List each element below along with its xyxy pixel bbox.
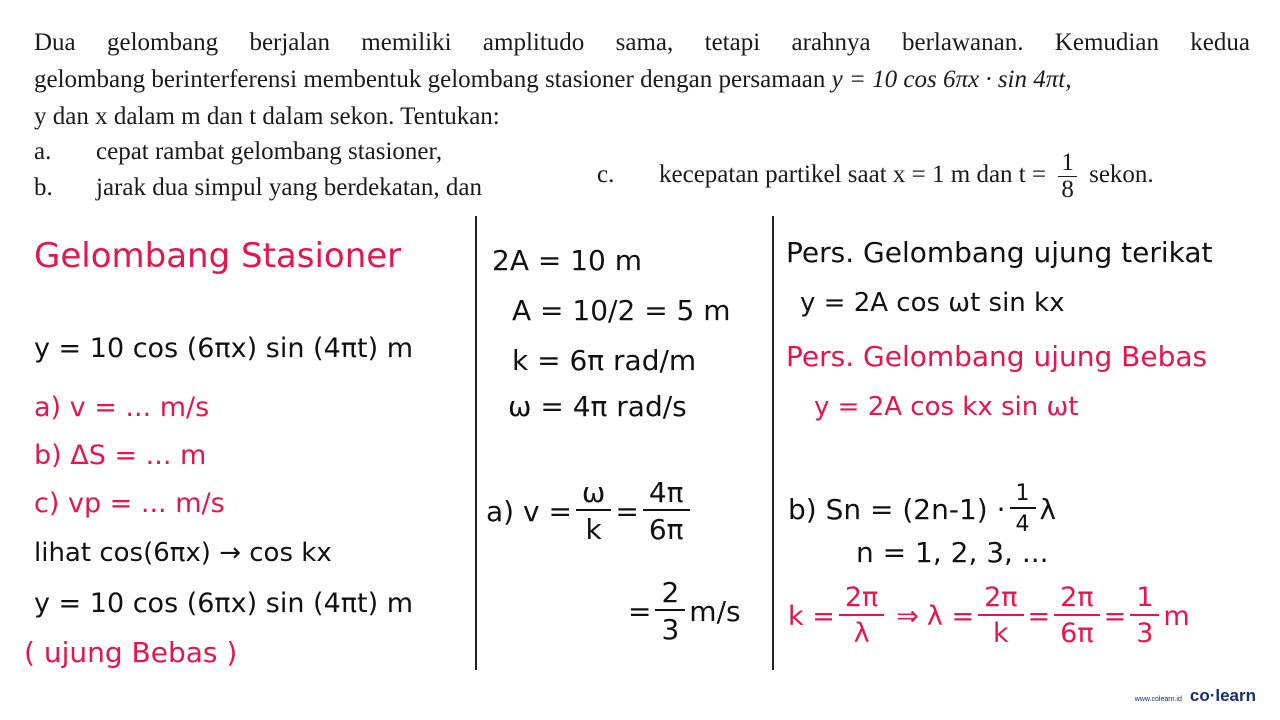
question-c-key: c.: [597, 161, 615, 189]
unit: m/s: [689, 594, 741, 628]
question-a-text: cepat rambat gelombang stasioner,: [96, 138, 443, 165]
problem-statement: [34, 24, 1250, 135]
problem-line-2-text: gelombang berinterferensi membentuk gelombang stasioner dengan persamaan: [34, 66, 826, 93]
notes-fixed-end-equation: y = 2A cos ωt sin kx: [800, 288, 1065, 318]
notes-fraction-omega-k: [576, 478, 611, 545]
question-b-text: jarak dua simpul yang berdekatan, dan: [96, 174, 482, 201]
equals-sign: =: [628, 594, 652, 628]
question-c: [597, 150, 1154, 203]
colearn-logo: [1135, 686, 1256, 706]
notes-free-end-title: Pers. Gelombang ujung Bebas: [786, 340, 1208, 373]
notes-equation: y = 10 cos (6πx) sin (4πt) m: [34, 333, 414, 364]
fraction-num: 4π: [643, 478, 690, 511]
fraction-num: 2π: [839, 584, 884, 616]
notes-title: Gelombang Stasioner: [34, 236, 402, 276]
notes-fraction-2pi-lambda: [839, 584, 884, 649]
equals-sign: =: [615, 494, 639, 528]
notes-question-b: b) ΔS = ... m: [34, 440, 207, 471]
notes-2A: 2A = 10 m: [492, 244, 643, 277]
question-a-key: a.: [34, 138, 52, 165]
notes-free-end-equation: y = 2A cos kx sin ωt: [814, 392, 1079, 422]
column-divider-2: [772, 216, 774, 670]
equals-sign: =: [1027, 600, 1051, 632]
notes-question-a: a) v = ... m/s: [34, 392, 210, 423]
question-c-text-after: sekon.: [1089, 161, 1154, 189]
notes-fraction-2pi-6pi: [1054, 584, 1099, 649]
notes-answer-a-result: [628, 578, 741, 645]
unit: m: [1163, 600, 1190, 632]
notes-angular-freq: ω = 4π rad/s: [508, 390, 687, 423]
question-a: [34, 136, 442, 168]
question-c-frac-den: 8: [1061, 176, 1074, 203]
fraction-den: 4: [1015, 512, 1030, 538]
lambda-symbol: λ: [1039, 492, 1057, 526]
fraction-den: 6π: [1060, 618, 1094, 650]
fraction-den: k: [585, 513, 602, 547]
fraction-den: λ: [853, 618, 870, 650]
question-b: [34, 172, 482, 204]
notes-answer-b: [788, 482, 1056, 536]
notes-wave-number: k = 6π rad/m: [512, 344, 697, 377]
notes-fixed-end-title: Pers. Gelombang ujung terikat: [786, 236, 1213, 269]
problem-line-3: y dan x dalam m dan t dalam sekon. Tentukan:: [34, 103, 500, 130]
fraction-num: 2: [655, 578, 685, 611]
notes-fraction-1-4: [1010, 482, 1036, 536]
notes-fraction-2-3: [655, 578, 685, 645]
fraction-num: 2π: [978, 584, 1023, 616]
lambda-prefix: λ =: [926, 600, 975, 632]
notes-n-values: n = 1, 2, 3, ...: [856, 536, 1049, 569]
notes-fraction-2pi-k: [978, 584, 1023, 649]
fraction-den: 3: [661, 613, 680, 647]
logo-brand: co·learn: [1189, 686, 1256, 705]
notes-lihat: lihat cos(6πx) → cos kx: [34, 538, 332, 568]
problem-line-1: Dua gelombang berjalan memiliki amplitudo sama, tetapi arahnya berlawanan. Kemudian kedua: [34, 29, 1250, 56]
problem-line-2: [34, 61, 1250, 98]
notes-equation-2: y = 10 cos (6πx) sin (4πt) m: [34, 588, 414, 619]
problem-equation: y = 10 cos 6πx · sin 4πt,: [831, 66, 1072, 93]
k-prefix: k =: [788, 600, 835, 632]
notes-ujung-bebas: ( ujung Bebas ): [24, 636, 238, 669]
fraction-num: ω: [576, 478, 611, 511]
logo-url: www.colearn.id: [1134, 696, 1182, 703]
fraction-den: 6π: [648, 513, 684, 547]
notes-fraction-1-3: [1130, 584, 1159, 649]
fraction-den: 3: [1136, 618, 1154, 650]
notes-lambda-derivation: [788, 584, 1190, 649]
notes-answer-a: [486, 478, 694, 545]
question-c-fraction: [1058, 150, 1077, 203]
notes-answer-b-prefix: b) Sn = (2n-1) ·: [788, 492, 1006, 526]
question-c-frac-num: 1: [1058, 150, 1077, 177]
notes-question-c: c) vp = ... m/s: [34, 488, 225, 519]
notes-fraction-4pi-6pi: [643, 478, 690, 545]
fraction-num: 1: [1010, 482, 1036, 509]
equals-sign: =: [1103, 600, 1127, 632]
question-c-text: kecepatan partikel saat x = 1 m dan t =: [659, 161, 1047, 189]
notes-amplitude: A = 10/2 = 5 m: [512, 294, 731, 327]
fraction-num: 1: [1130, 584, 1159, 616]
notes-answer-a-prefix: a) v =: [486, 494, 572, 528]
fraction-num: 2π: [1054, 584, 1099, 616]
fraction-den: k: [992, 618, 1009, 650]
implies-arrow-icon: ⇒: [896, 600, 919, 632]
question-b-key: b.: [34, 174, 53, 201]
column-divider-1: [475, 216, 477, 670]
